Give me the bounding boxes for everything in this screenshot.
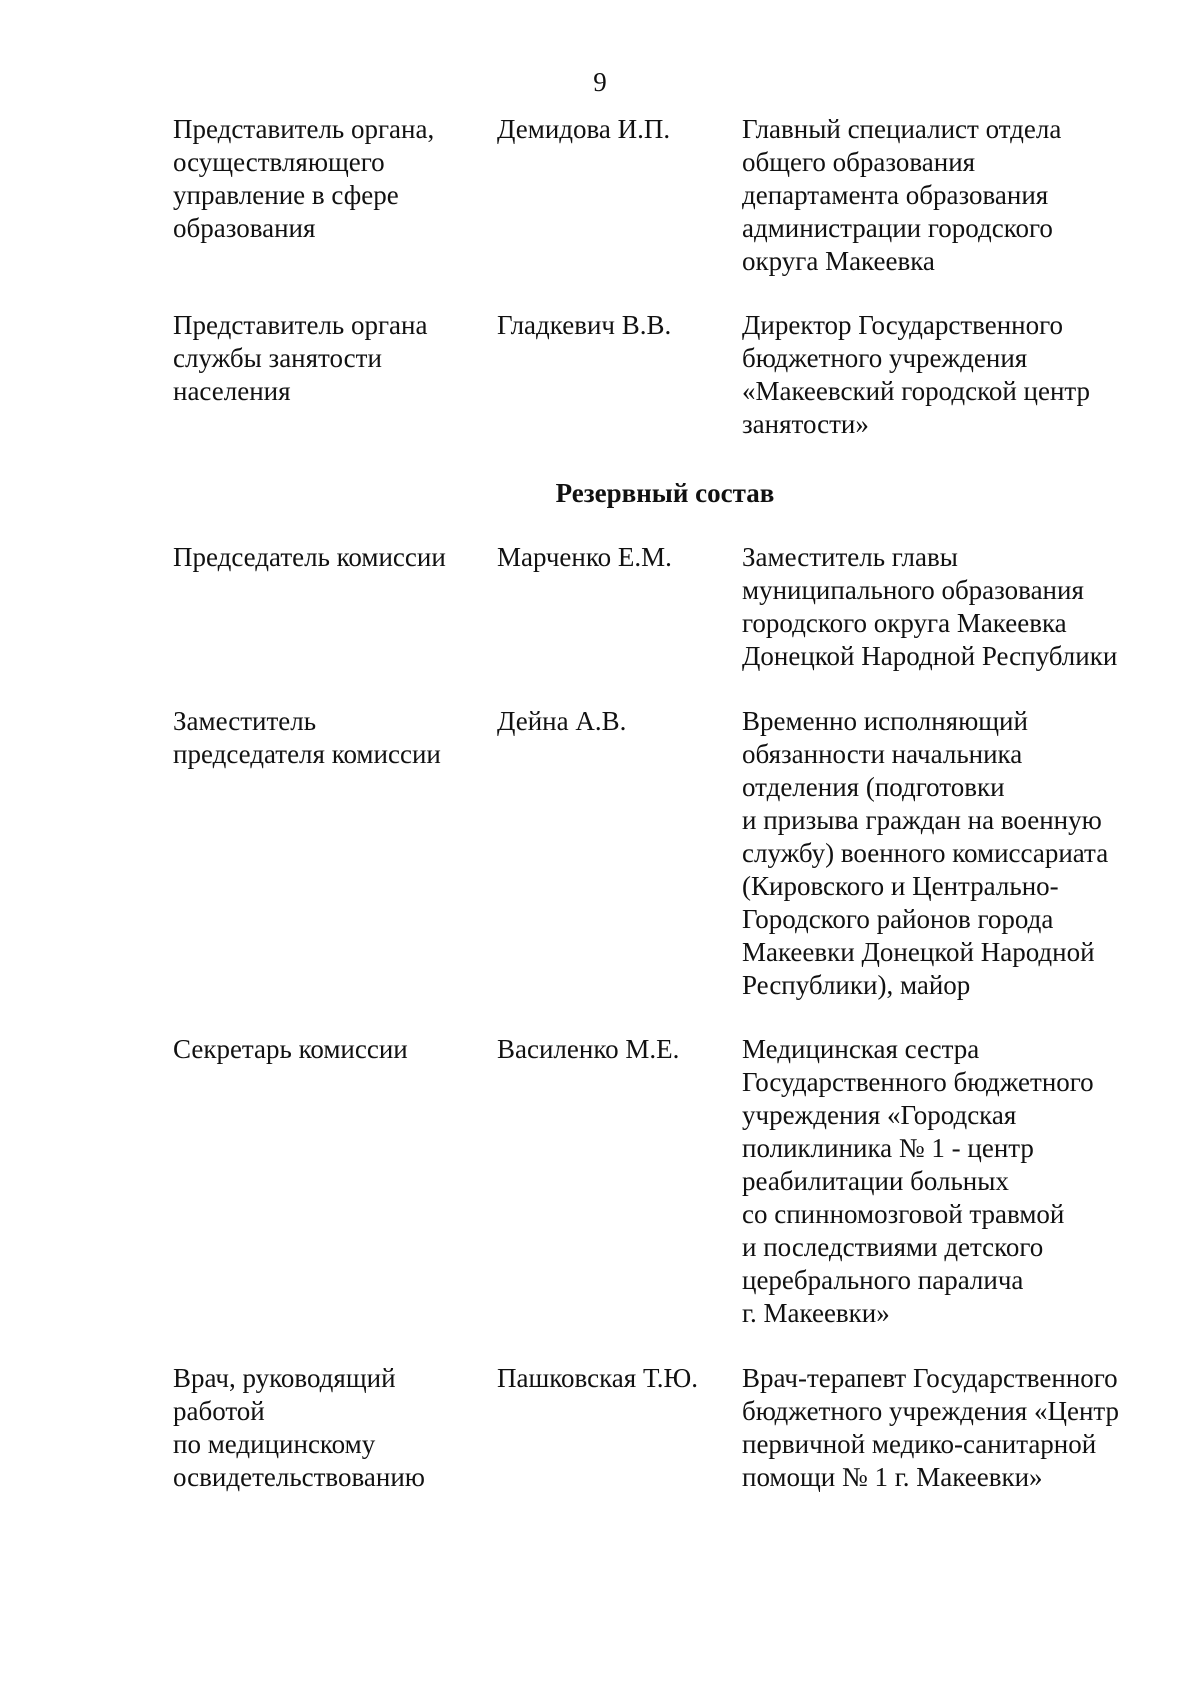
member-role bbox=[173, 541, 473, 574]
position-line: администрации городского bbox=[742, 213, 1053, 243]
role-line: управление в сфере bbox=[173, 180, 399, 210]
position-line: департамента образования bbox=[742, 180, 1049, 210]
role-line: по медицинскому bbox=[173, 1429, 376, 1459]
position-line: г. Макеевки» bbox=[742, 1298, 890, 1328]
member-name: Дейна А.В. bbox=[497, 706, 627, 736]
position-line: общего образования bbox=[742, 147, 976, 177]
position-line: обязанности начальника bbox=[742, 739, 1023, 769]
role-line: председателя комиссии bbox=[173, 739, 441, 769]
position-line: бюджетного учреждения «Центр bbox=[742, 1396, 1120, 1426]
position-line: городского округа Макеевка bbox=[742, 608, 1067, 638]
position-line: Заместитель главы bbox=[742, 542, 958, 572]
member-position bbox=[742, 1362, 1162, 1494]
position-line: Врач-терапевт Государственного bbox=[742, 1363, 1118, 1393]
position-line: Макеевки Донецкой Народной bbox=[742, 937, 1095, 967]
role-line: освидетельствованию bbox=[173, 1462, 425, 1492]
member-position bbox=[742, 309, 1162, 441]
member-role bbox=[173, 309, 473, 408]
position-line: Городского районов города bbox=[742, 904, 1054, 934]
position-line: занятости» bbox=[742, 409, 869, 439]
role-line: осуществляющего bbox=[173, 147, 385, 177]
position-line: со спинномозговой травмой bbox=[742, 1199, 1065, 1229]
role-line: службы занятости bbox=[173, 343, 382, 373]
role-line: Секретарь комиссии bbox=[173, 1034, 408, 1064]
member-name: Гладкевич В.В. bbox=[497, 310, 672, 340]
role-line: Врач, руководящий bbox=[173, 1363, 396, 1393]
member-role bbox=[173, 1362, 473, 1494]
member-role bbox=[173, 113, 473, 245]
member-name: Василенко М.Е. bbox=[497, 1034, 680, 1064]
member-role bbox=[173, 1033, 473, 1066]
position-line: отделения (подготовки bbox=[742, 772, 1005, 802]
member-position bbox=[742, 113, 1162, 278]
position-line: муниципального образования bbox=[742, 575, 1084, 605]
position-line: поликлиника № 1 - центр bbox=[742, 1133, 1034, 1163]
position-line: «Макеевский городской центр bbox=[742, 376, 1091, 406]
position-line: первичной медико-санитарной bbox=[742, 1429, 1097, 1459]
member-role bbox=[173, 705, 473, 771]
role-line: образования bbox=[173, 213, 316, 243]
position-line: помощи № 1 г. Макеевки» bbox=[742, 1462, 1043, 1492]
position-line: Директор Государственного bbox=[742, 310, 1064, 340]
position-line: (Кировского и Центрально- bbox=[742, 871, 1059, 901]
position-line: Республики), майор bbox=[742, 970, 971, 1000]
page-number: 9 bbox=[593, 67, 607, 97]
position-line: Главный специалист отдела bbox=[742, 114, 1062, 144]
position-line: бюджетного учреждения bbox=[742, 343, 1028, 373]
member-position bbox=[742, 1033, 1162, 1330]
position-line: округа Макеевка bbox=[742, 246, 935, 276]
member-position bbox=[742, 705, 1162, 1002]
role-line: Заместитель bbox=[173, 706, 317, 736]
position-line: Государственного бюджетного bbox=[742, 1067, 1094, 1097]
member-name: Пашковская Т.Ю. bbox=[497, 1363, 698, 1393]
position-line: Медицинская сестра bbox=[742, 1034, 980, 1064]
position-line: Временно исполняющий bbox=[742, 706, 1028, 736]
role-line: Представитель органа, bbox=[173, 114, 435, 144]
position-line: службу) военного комиссариата bbox=[742, 838, 1109, 868]
position-line: церебрального паралича bbox=[742, 1265, 1024, 1295]
member-position bbox=[742, 541, 1162, 673]
member-name: Демидова И.П. bbox=[497, 114, 671, 144]
role-line: Председатель комиссии bbox=[173, 542, 446, 572]
position-line: реабилитации больных bbox=[742, 1166, 1009, 1196]
role-line: населения bbox=[173, 376, 291, 406]
position-line: и последствиями детского bbox=[742, 1232, 1044, 1262]
member-name: Марченко Е.М. bbox=[497, 542, 672, 572]
role-line: Представитель органа bbox=[173, 310, 428, 340]
position-line: и призыва граждан на военную bbox=[742, 805, 1102, 835]
reserve-heading: Резервный состав bbox=[555, 478, 775, 508]
position-line: учреждения «Городская bbox=[742, 1100, 1017, 1130]
role-line: работой bbox=[173, 1396, 265, 1426]
position-line: Донецкой Народной Республики bbox=[742, 641, 1118, 671]
